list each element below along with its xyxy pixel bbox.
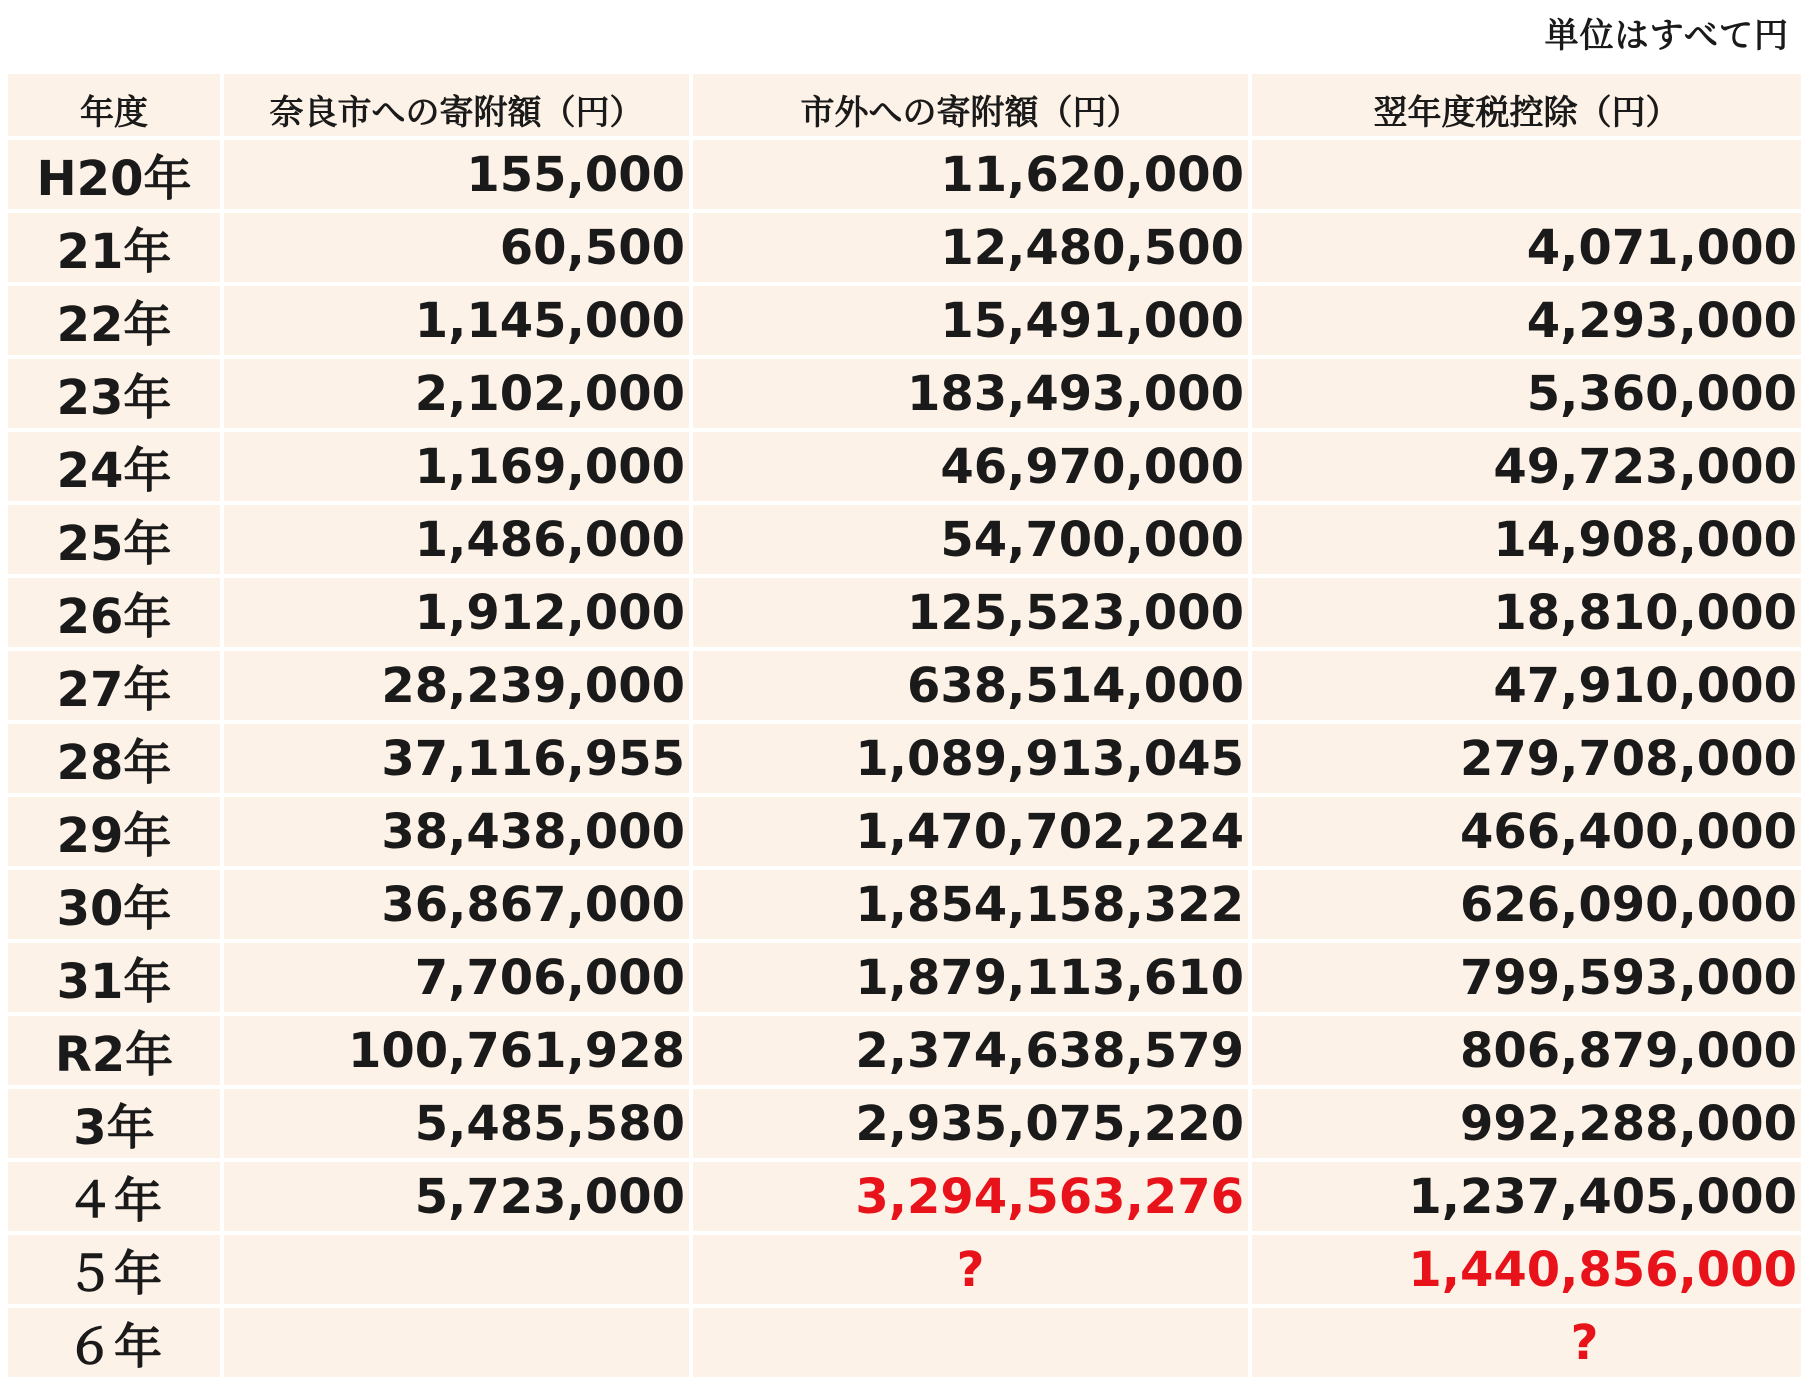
outside-donation-unknown-mark: ? xyxy=(693,1235,1248,1304)
nara-donation-cell xyxy=(224,1235,689,1304)
tax-deduction-cell-highlight: 1,440,856,000 xyxy=(1252,1235,1801,1304)
outside-donation-cell: 46,970,000 xyxy=(693,432,1248,501)
year-cell: ４年 xyxy=(8,1162,220,1231)
unit-note: 単位はすべて円 xyxy=(1544,16,1789,56)
tax-deduction-unknown-mark: ? xyxy=(1252,1308,1801,1377)
table-row xyxy=(8,359,1801,428)
outside-donation-cell: 1,089,913,045 xyxy=(693,724,1248,793)
nara-donation-cell xyxy=(224,1308,689,1377)
nara-donation-cell: 5,723,000 xyxy=(224,1162,689,1231)
year-cell: H20年 xyxy=(8,140,220,209)
outside-donation-cell: 54,700,000 xyxy=(693,505,1248,574)
table-row xyxy=(8,578,1801,647)
nara-donation-cell: 100,761,928 xyxy=(224,1016,689,1085)
tax-deduction-cell: 5,360,000 xyxy=(1252,359,1801,428)
table-row xyxy=(8,724,1801,793)
tax-deduction-cell: 992,288,000 xyxy=(1252,1089,1801,1158)
nara-donation-cell: 60,500 xyxy=(224,213,689,282)
outside-donation-cell: 2,374,638,579 xyxy=(693,1016,1248,1085)
year-cell: 3年 xyxy=(8,1089,220,1158)
nara-donation-cell: 1,486,000 xyxy=(224,505,689,574)
outside-donation-cell: 1,470,702,224 xyxy=(693,797,1248,866)
year-cell: 30年 xyxy=(8,870,220,939)
outside-donation-cell: 183,493,000 xyxy=(693,359,1248,428)
outside-donation-cell: 2,935,075,220 xyxy=(693,1089,1248,1158)
table-row xyxy=(8,651,1801,720)
tax-deduction-cell: 1,237,405,000 xyxy=(1252,1162,1801,1231)
tax-deduction-cell: 47,910,000 xyxy=(1252,651,1801,720)
nara-donation-cell: 2,102,000 xyxy=(224,359,689,428)
table-row xyxy=(8,1162,1801,1231)
year-cell: 25年 xyxy=(8,505,220,574)
year-cell: 21年 xyxy=(8,213,220,282)
tax-deduction-cell: 279,708,000 xyxy=(1252,724,1801,793)
table-row xyxy=(8,797,1801,866)
table-row xyxy=(8,1235,1801,1304)
year-cell: ５年 xyxy=(8,1235,220,1304)
nara-donation-cell: 7,706,000 xyxy=(224,943,689,1012)
nara-donation-cell: 37,116,955 xyxy=(224,724,689,793)
tax-deduction-cell: 4,071,000 xyxy=(1252,213,1801,282)
year-cell: 27年 xyxy=(8,651,220,720)
header-outside-donation: 市外への寄附額（円） xyxy=(693,74,1248,136)
tax-deduction-cell: 799,593,000 xyxy=(1252,943,1801,1012)
table-row xyxy=(8,213,1801,282)
tax-deduction-cell: 466,400,000 xyxy=(1252,797,1801,866)
table-row xyxy=(8,1308,1801,1377)
tax-deduction-cell: 806,879,000 xyxy=(1252,1016,1801,1085)
year-cell: 22年 xyxy=(8,286,220,355)
table-row xyxy=(8,1016,1801,1085)
header-year: 年度 xyxy=(8,74,220,136)
tax-deduction-cell: 14,908,000 xyxy=(1252,505,1801,574)
tax-deduction-cell: 49,723,000 xyxy=(1252,432,1801,501)
table-row xyxy=(8,870,1801,939)
year-cell: R2年 xyxy=(8,1016,220,1085)
nara-donation-cell: 5,485,580 xyxy=(224,1089,689,1158)
outside-donation-cell-highlight: 3,294,563,276 xyxy=(693,1162,1248,1231)
year-cell: 26年 xyxy=(8,578,220,647)
nara-donation-cell: 1,912,000 xyxy=(224,578,689,647)
table-row xyxy=(8,286,1801,355)
nara-donation-cell: 1,145,000 xyxy=(224,286,689,355)
outside-donation-cell: 638,514,000 xyxy=(693,651,1248,720)
year-cell: 28年 xyxy=(8,724,220,793)
tax-deduction-cell: 18,810,000 xyxy=(1252,578,1801,647)
table-row xyxy=(8,505,1801,574)
outside-donation-cell: 15,491,000 xyxy=(693,286,1248,355)
header-row xyxy=(8,74,1801,136)
outside-donation-cell: 12,480,500 xyxy=(693,213,1248,282)
year-cell: 24年 xyxy=(8,432,220,501)
nara-donation-cell: 1,169,000 xyxy=(224,432,689,501)
table-row xyxy=(8,1089,1801,1158)
tax-deduction-cell: 4,293,000 xyxy=(1252,286,1801,355)
header-nara-donation: 奈良市への寄附額（円） xyxy=(224,74,689,136)
nara-donation-cell: 38,438,000 xyxy=(224,797,689,866)
table-row xyxy=(8,140,1801,209)
table-row xyxy=(8,432,1801,501)
nara-donation-cell: 28,239,000 xyxy=(224,651,689,720)
outside-donation-cell: 11,620,000 xyxy=(693,140,1248,209)
table-row xyxy=(8,943,1801,1012)
year-cell: 23年 xyxy=(8,359,220,428)
outside-donation-cell: 125,523,000 xyxy=(693,578,1248,647)
year-cell: 31年 xyxy=(8,943,220,1012)
header-tax-deduction: 翌年度税控除（円） xyxy=(1252,74,1801,136)
outside-donation-cell: 1,879,113,610 xyxy=(693,943,1248,1012)
nara-donation-cell: 155,000 xyxy=(224,140,689,209)
nara-donation-cell: 36,867,000 xyxy=(224,870,689,939)
outside-donation-cell: 1,854,158,322 xyxy=(693,870,1248,939)
tax-deduction-cell: 626,090,000 xyxy=(1252,870,1801,939)
tax-deduction-cell xyxy=(1252,140,1801,209)
year-cell: ６年 xyxy=(8,1308,220,1377)
outside-donation-cell xyxy=(693,1308,1248,1377)
year-cell: 29年 xyxy=(8,797,220,866)
donation-table xyxy=(4,70,1805,1381)
